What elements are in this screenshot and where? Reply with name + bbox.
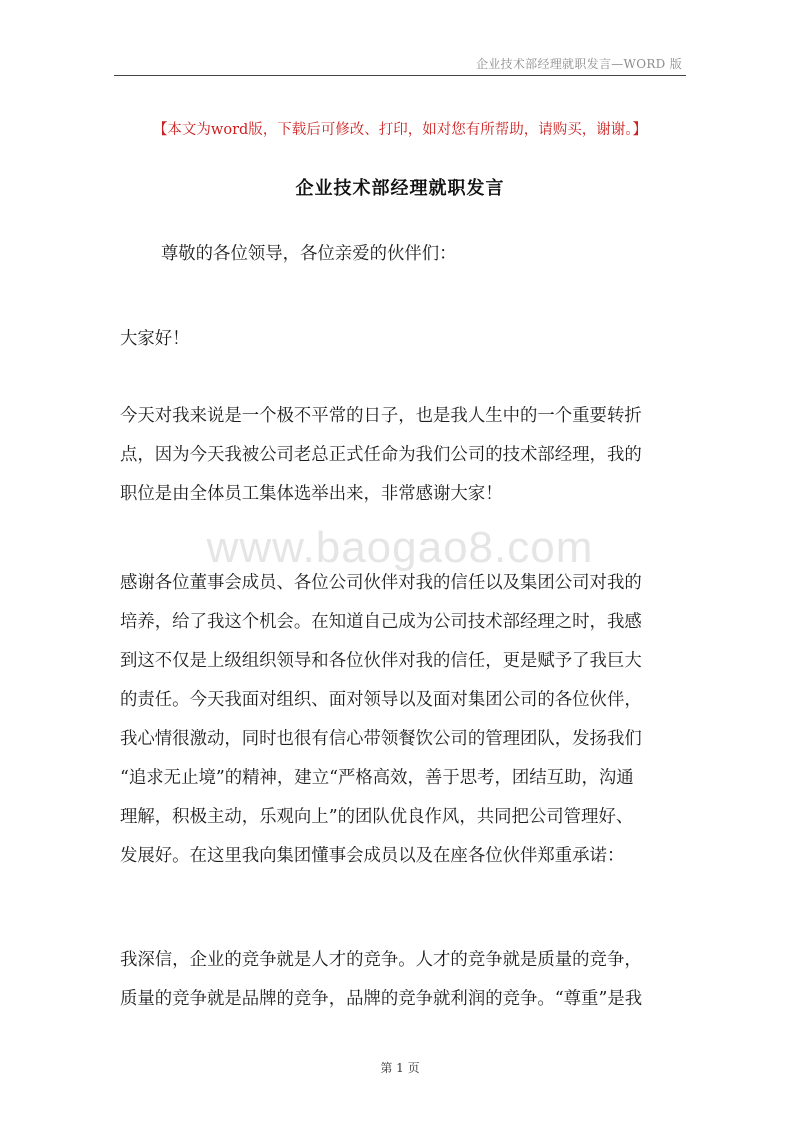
paragraph-1: 今天对我来说是一个极不平常的日子，也是我人生中的一个重要转折 点，因为今天我被公司老总正式任命为我们公司的技术部经理，我的 职位是由全体员工集体选举出来，非常感谢大家！ xyxy=(120,406,642,504)
paragraph-3: 我深信，企业的竞争就是人才的竞争。人才的竞争就是质量的竞争， 质量的竞争就是品牌的竞争，品牌的竞争就利润的竞争。“尊重”是我 xyxy=(120,950,643,1009)
salutation: 尊敬的各位领导，各位亲爱的伙伴们： xyxy=(160,244,457,264)
download-notice: 【本文为word版，下载后可修改、打印，如对您有所帮助，请购买，谢谢。】 xyxy=(152,122,648,138)
paragraph-2: 感谢各位董事会成员、各位公司伙伴对我的信任以及集团公司对我的 培养，给了我这个机会。在知道自己成为公司技术部经理之时，我感 到这不仅是上级组织领导和各位伙伴对我的信任，更是赋予了我巨大 的责任。今天我面对组织、面对领导以及面对集团公司的各位伙伴， 我心情很激动，同时也很有信心带领餐饮公司的管理团队，发扬我们 “追求无止境”的精神，建立“严格高效，善于思考，团结互助，沟通 理解，积极主动，乐观向上”的团队优良作风，共同把公司管理好、 发展好。在这里我向集团懂事会成员以及在座各位伙伴郑重承诺： xyxy=(120,573,642,866)
greeting-line: 大家好！ xyxy=(120,329,190,349)
document-title: 企业技术部经理就职发言 xyxy=(295,178,505,199)
header-divider xyxy=(114,75,686,76)
watermark: www.baogao8.com xyxy=(206,523,594,572)
page-number: 第 1 页 xyxy=(380,1061,420,1075)
running-header: 企业技术部经理就职发言—WORD 版 xyxy=(475,57,682,71)
